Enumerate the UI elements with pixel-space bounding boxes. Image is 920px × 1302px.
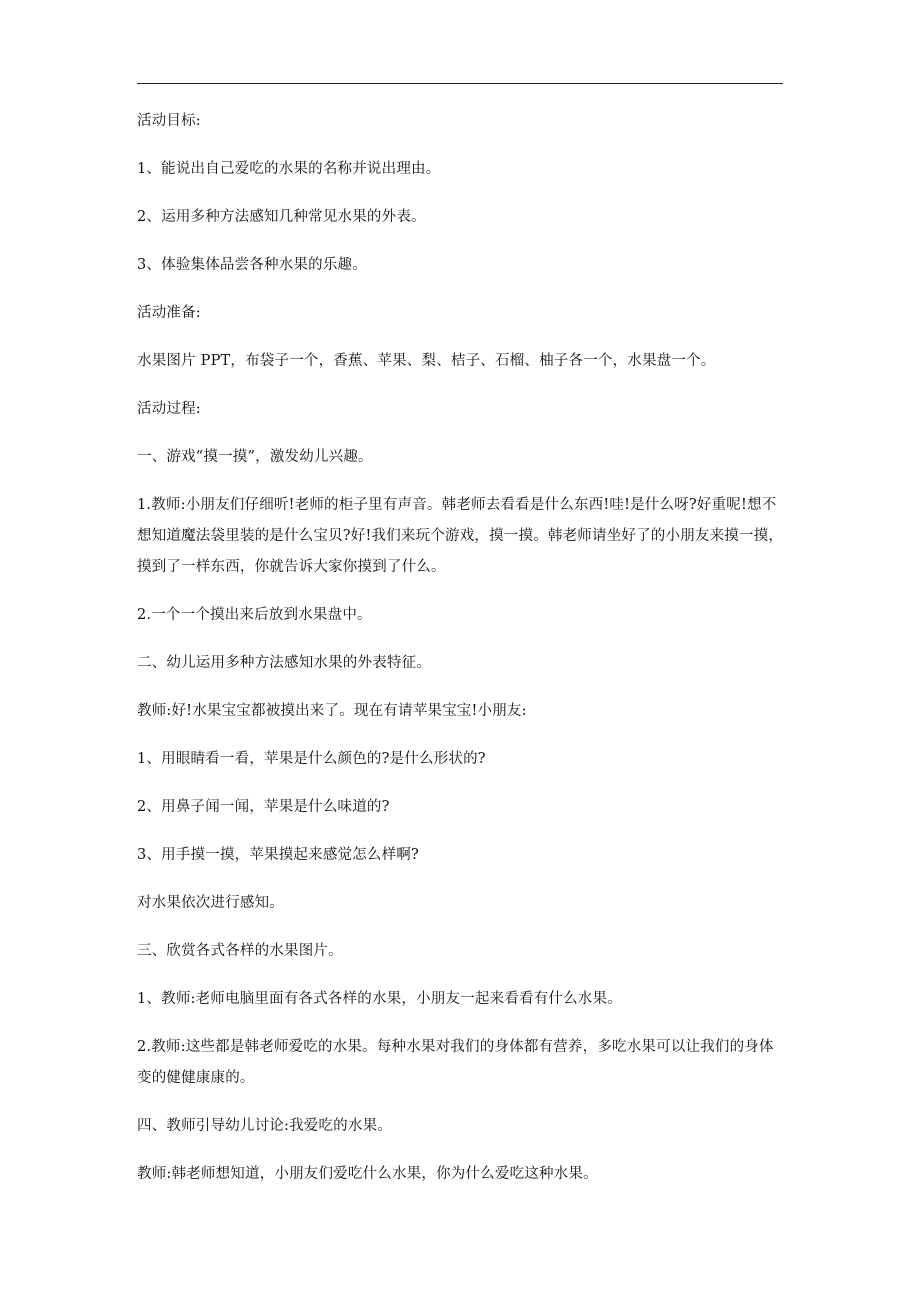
section-2-note: 对水果依次进行感知。 (137, 895, 284, 911)
section-heading-2: 二、幼儿运用多种方法感知水果的外表特征。 (137, 655, 431, 671)
document-body (137, 106, 785, 1207)
section-heading-1: 一、游戏“摸一摸”，激发幼儿兴趣。 (137, 449, 373, 465)
section-heading-3: 三、欣赏各式各样的水果图片。 (137, 943, 343, 959)
section-2-step-2: 2、用鼻子闻一闻，苹果是什么味道的? (137, 799, 390, 815)
section-1-step-2: 2.一个一个摸出来后放到水果盘中。 (137, 607, 372, 623)
header-rule (137, 83, 783, 84)
goal-item-2: 2、运用多种方法感知几种常见水果的外表。 (137, 209, 426, 225)
goal-item-3: 3、体验集体品尝各种水果的乐趣。 (137, 257, 367, 273)
section-2-step-1: 1、用眼睛看一看，苹果是什么颜色的?是什么形状的? (137, 751, 486, 767)
preparation-text: 水果图片 PPT，布袋子一个，香蕉、苹果、梨、桔子、石榴、柚子各一个，水果盘一个。 (137, 353, 716, 369)
section-2-intro: 教师:好!水果宝宝都被摸出来了。现在有请苹果宝宝!小朋友: (137, 703, 527, 719)
section-1-step-1: 1.教师:小朋友们仔细听!老师的柜子里有声音。韩老师去看看是什么东西!哇!是什么呀?好重呢!想不想知道魔法袋里装的是什么宝贝?好!我们来玩个游戏，摸一摸。韩老师请坐好了的小朋友来摸一摸，摸到了一样东西，你就告诉大家你摸到了什么。 (137, 497, 784, 575)
heading-activity-goals: 活动目标: (137, 113, 201, 129)
section-4-text: 教师:韩老师想知道，小朋友们爱吃什么水果，你为什么爱吃这种水果。 (137, 1166, 598, 1182)
section-2-step-3: 3、用手摸一摸，苹果摸起来感觉怎么样啊? (137, 847, 419, 863)
heading-activity-process: 活动过程: (137, 401, 201, 417)
heading-activity-preparation: 活动准备: (137, 305, 201, 321)
goal-item-1: 1、能说出自己爱吃的水果的名称并说出理由。 (137, 161, 441, 177)
section-heading-4: 四、教师引导幼儿讨论:我爱吃的水果。 (137, 1118, 392, 1134)
section-3-step-1: 1、教师:老师电脑里面有各式各样的水果，小朋友一起来看看有什么水果。 (137, 991, 622, 1007)
section-3-step-2: 2.教师:这些都是韩老师爱吃的水果。每种水果对我们的身体都有营养，多吃水果可以让我们的身体变的健健康康的。 (137, 1039, 774, 1086)
